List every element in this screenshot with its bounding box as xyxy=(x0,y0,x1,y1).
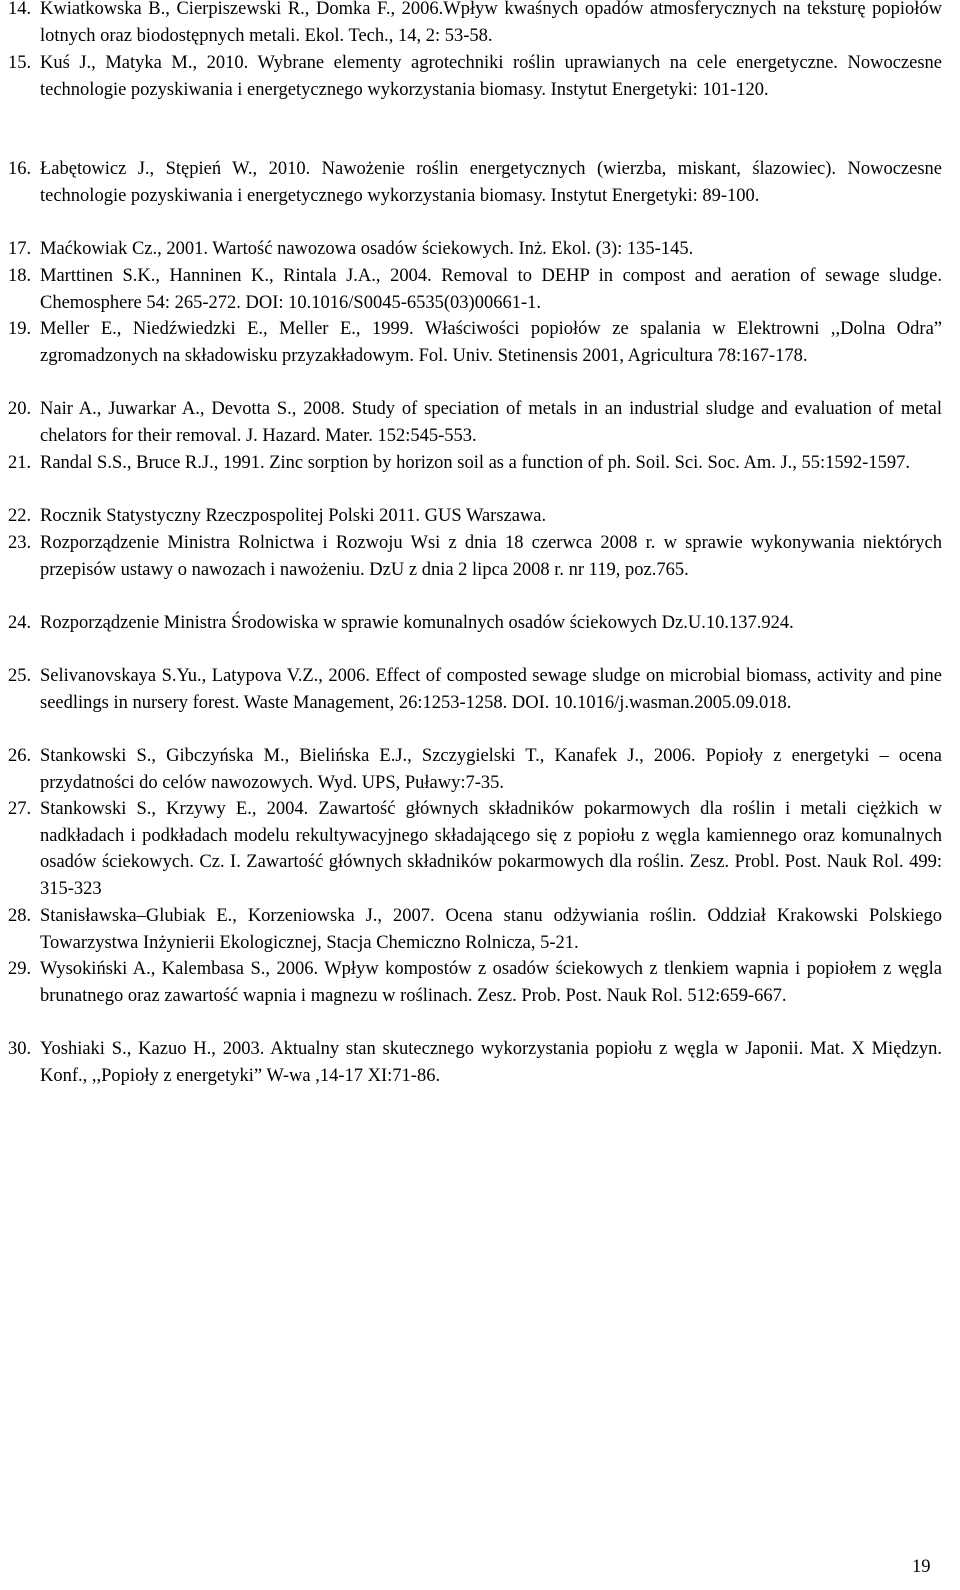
reference-text: Maćkowiak Cz., 2001. Wartość nawozowa osadów ściekowych. Inż. Ekol. (3): 135-145. xyxy=(40,239,694,259)
reference-text: Kuś J., Matyka M., 2010. Wybrane elementy agrotechniki roślin uprawianych na cele energetyczne. Nowoczesne technologie pozyskiwania i energetycznego wykorzystania biomasy. Instytut Energetyki: 101-120. xyxy=(40,53,942,100)
reference-text: Meller E., Niedźwiedzki E., Meller E., 1999. Właściwości popiołów ze spalania w Elektrowni ,,Dolna Odra” zgromadzonych na składowisku przyzakładowym. Fol. Univ. Stetinensis 2001, Agricultura 78:167-178. xyxy=(40,319,942,366)
reference-text: Randal S.S., Bruce R.J., 1991. Zinc sorption by horizon soil as a function of ph. Soil. Sci. Soc. Am. J., 55:1592-1597. xyxy=(40,453,910,473)
reference-text: Łabętowicz J., Stępień W., 2010. Nawożenie roślin energetycznych (wierzba, miskant, ślazowiec). Nowoczesne technologie pozyskiwania i energetycznego wykorzystania biomasy. Instytut Energetyki: 89-100. xyxy=(40,159,942,206)
reference-text: Kwiatkowska B., Cierpiszewski R., Domka F., 2006.Wpływ kwaśnych opadów atmosferycznych na teksturę popiołów lotnych oraz biodostępnych metali. Ekol. Tech., 14, 2: 53-58. xyxy=(40,0,942,46)
reference-number: 27. xyxy=(8,799,32,819)
reference-text: Selivanovskaya S.Yu., Latypova V.Z., 2006. Effect of composted sewage sludge on microbial biomass, activity and pine seedlings in nursery forest. Waste Management, 26:1253-1258. DOI. 10.1016/j.wasman.2005.09.018. xyxy=(40,666,942,713)
reference-number: 26. xyxy=(8,746,32,766)
reference-text: Stankowski S., Gibczyńska M., Bielińska E.J., Szczygielski T., Kanafek J., 2006. Popioły z energetyki – ocena przydatności do celów nawozowych. Wyd. UPS, Puławy:7-35. xyxy=(40,746,942,793)
reference-number: 28. xyxy=(8,906,32,926)
reference-number: 23. xyxy=(8,533,32,553)
reference-number: 19. xyxy=(8,319,32,339)
reference-number: 16. xyxy=(8,159,32,179)
reference-number: 21. xyxy=(8,453,32,473)
reference-number: 25. xyxy=(8,666,32,686)
reference-number: 14. xyxy=(8,0,32,19)
reference-number: 22. xyxy=(8,506,32,526)
reference-text: Rozporządzenie Ministra Rolnictwa i Rozwoju Wsi z dnia 18 czerwca 2008 r. w sprawie wykonywania niektórych przepisów ustawy o nawozach i nawożeniu. DzU z dnia 2 lipca 2008 r. nr 119, poz.765. xyxy=(40,533,942,580)
reference-text: Stankowski S., Krzywy E., 2004. Zawartość głównych składników pokarmowych dla roślin i metali ciężkich w nadkładach i podkładach modelu rekultywacyjnego składającego się z popiołu z węgla kamiennego oraz komunalnych osadów ściekowych. Cz. I. Zawartość głównych składników pokarmowych dla roślin. Zesz. Probl. Post. Nauk Rol. 499: 315-323 xyxy=(40,799,942,900)
reference-text: Nair A., Juwarkar A., Devotta S., 2008. Study of speciation of metals in an industrial sludge and evaluation of metal chelators for their removal. J. Hazard. Mater. 152:545-553. xyxy=(40,399,942,446)
reference-number: 30. xyxy=(8,1039,32,1059)
reference-text: Rozporządzenie Ministra Środowiska w sprawie komunalnych osadów ściekowych Dz.U.10.137.924. xyxy=(40,613,794,633)
reference-number: 29. xyxy=(8,959,32,979)
reference-text: Marttinen S.K., Hanninen K., Rintala J.A., 2004. Removal to DEHP in compost and aeration of sewage sludge. Chemosphere 54: 265-272. DOI: 10.1016/S0045-6535(03)00661-1. xyxy=(40,266,942,313)
reference-number: 18. xyxy=(8,266,32,286)
reference-text: Yoshiaki S., Kazuo H., 2003. Aktualny stan skutecznego wykorzystania popiołu z węgla w Japonii. Mat. X Międzyn. Konf., ,,Popioły z energetyki” W-wa ,14-17 XI:71-86. xyxy=(40,1039,942,1086)
reference-number: 15. xyxy=(8,53,32,73)
reference-text: Wysokiński A., Kalembasa S., 2006. Wpływ kompostów z osadów ściekowych z tlenkiem wapnia i popiołem z węgla brunatnego oraz zawartość wapnia i magnezu w roślinach. Zesz. Prob. Post. Nauk Rol. 512:659-667. xyxy=(40,959,942,1006)
page-number: 19 xyxy=(912,1557,931,1577)
reference-text: Rocznik Statystyczny Rzeczpospolitej Polski 2011. GUS Warszawa. xyxy=(40,506,547,526)
reference-number: 20. xyxy=(8,399,32,419)
reference-number: 24. xyxy=(8,613,32,633)
reference-text: Stanisławska–Glubiak E., Korzeniowska J., 2007. Ocena stanu odżywiania roślin. Oddział Krakowski Polskiego Towarzystwa Inżynierii Ekologicznej, Stacja Chemiczno Rolnicza, 5-21. xyxy=(40,906,942,953)
reference-number: 17. xyxy=(8,239,32,259)
